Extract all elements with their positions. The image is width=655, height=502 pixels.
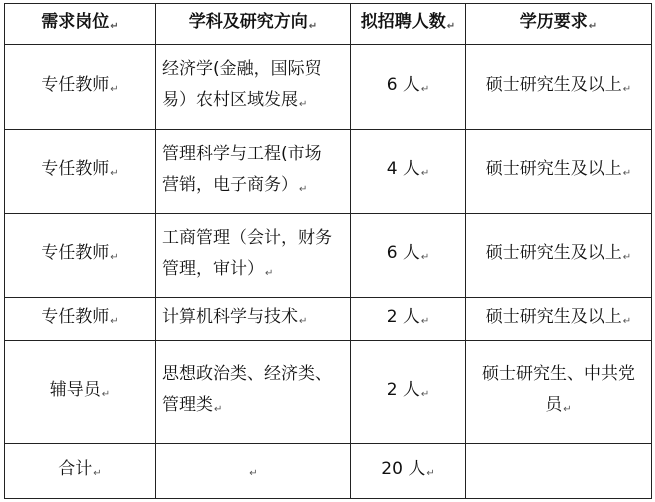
header-position-text: 需求岗位 xyxy=(41,11,110,32)
paragraph-mark-icon xyxy=(426,468,434,479)
header-field-text: 学科及研究方向 xyxy=(188,11,308,32)
table-total-row xyxy=(5,444,652,499)
paragraph-mark-icon xyxy=(623,168,631,179)
header-field xyxy=(156,4,351,45)
cell-count xyxy=(351,214,466,298)
cell-field xyxy=(156,45,351,130)
cell-position xyxy=(5,45,156,130)
field-line-2: 营销，电子商务） xyxy=(162,174,298,195)
paragraph-mark-icon xyxy=(589,21,597,32)
paragraph-mark-icon xyxy=(623,316,631,327)
paragraph-mark-icon xyxy=(102,389,110,400)
cell-position xyxy=(5,298,156,341)
cell-total-count xyxy=(351,444,466,499)
cell-position xyxy=(5,214,156,298)
paragraph-mark-icon xyxy=(110,168,118,179)
recruitment-table-container xyxy=(4,3,651,498)
paragraph-mark-icon xyxy=(623,84,631,95)
table-row xyxy=(5,130,652,214)
field-line-1: 思想政治类、经济类、 xyxy=(162,364,332,384)
paragraph-mark-icon xyxy=(214,404,222,415)
paragraph-mark-icon xyxy=(299,99,307,110)
degree-line-1: 硕士研究生及以上 xyxy=(485,74,622,95)
recruitment-table xyxy=(4,3,652,499)
cell-degree xyxy=(466,130,652,214)
field-line-1: 管理科学与工程(市场 xyxy=(162,143,322,164)
cell-count xyxy=(351,341,466,444)
paragraph-mark-icon xyxy=(623,252,631,263)
count-text: 4 人 xyxy=(386,159,420,179)
field-line-1: 计算机科学与技术 xyxy=(162,306,298,327)
position-text: 专任教师 xyxy=(41,306,110,327)
count-text: 6 人 xyxy=(386,74,420,95)
table-row xyxy=(5,341,652,444)
paragraph-mark-icon xyxy=(299,184,307,195)
degree-line-1: 硕士研究生及以上 xyxy=(485,306,622,327)
position-text: 专任教师 xyxy=(41,243,110,263)
cell-total-degree xyxy=(466,444,652,499)
position-text: 辅导员 xyxy=(49,379,101,400)
paragraph-mark-icon xyxy=(421,316,429,327)
table-row xyxy=(5,298,652,341)
field-line-2: 管理类 xyxy=(162,395,213,415)
degree-line-2: 员 xyxy=(545,395,563,415)
cell-position xyxy=(5,341,156,444)
paragraph-mark-icon xyxy=(110,84,118,95)
header-degree-text: 学历要求 xyxy=(519,11,588,32)
degree-line-1: 硕士研究生、中共党 xyxy=(482,364,635,384)
table-row xyxy=(5,45,652,130)
cell-count xyxy=(351,45,466,130)
field-line-2: 管理，审计） xyxy=(162,258,264,279)
cell-total-label xyxy=(5,444,156,499)
paragraph-mark-icon xyxy=(421,252,429,263)
paragraph-mark-icon xyxy=(563,404,571,415)
cell-field xyxy=(156,214,351,298)
paragraph-mark-icon xyxy=(299,316,307,327)
header-position xyxy=(5,4,156,45)
degree-line-1: 硕士研究生及以上 xyxy=(485,159,622,179)
cell-degree xyxy=(466,298,652,341)
position-text: 专任教师 xyxy=(41,74,110,95)
paragraph-mark-icon xyxy=(93,468,101,479)
table-header-row xyxy=(5,4,652,45)
cell-degree xyxy=(466,214,652,298)
cell-degree xyxy=(466,45,652,130)
cell-total-field xyxy=(156,444,351,499)
cell-position xyxy=(5,130,156,214)
cell-degree xyxy=(466,341,652,444)
paragraph-mark-icon xyxy=(265,268,273,279)
cell-field xyxy=(156,341,351,444)
paragraph-mark-icon xyxy=(421,389,429,400)
paragraph-mark-icon xyxy=(110,252,118,263)
paragraph-mark-icon xyxy=(110,21,118,32)
field-line-1: 经济学(金融，国际贸 xyxy=(162,59,322,79)
field-line-2: 易）农村区域发展 xyxy=(162,90,298,110)
table-row xyxy=(5,214,652,298)
count-text: 2 人 xyxy=(386,379,420,400)
paragraph-mark-icon xyxy=(421,168,429,179)
header-count-text: 拟招聘人数 xyxy=(360,11,446,32)
count-text: 6 人 xyxy=(386,243,420,263)
cell-count xyxy=(351,130,466,214)
cell-field xyxy=(156,298,351,341)
paragraph-mark-icon xyxy=(249,468,257,479)
header-count xyxy=(351,4,466,45)
field-line-1: 工商管理（会计，财务 xyxy=(162,227,332,248)
degree-line-1: 硕士研究生及以上 xyxy=(485,243,622,263)
paragraph-mark-icon xyxy=(309,21,317,32)
cell-field xyxy=(156,130,351,214)
count-text: 2 人 xyxy=(386,306,420,327)
position-text: 专任教师 xyxy=(41,159,110,179)
total-label-text: 合计 xyxy=(58,458,93,479)
header-degree xyxy=(466,4,652,45)
paragraph-mark-icon xyxy=(447,21,455,32)
paragraph-mark-icon xyxy=(110,316,118,327)
paragraph-mark-icon xyxy=(421,84,429,95)
total-count-text: 20 人 xyxy=(381,458,426,479)
cell-count xyxy=(351,298,466,341)
